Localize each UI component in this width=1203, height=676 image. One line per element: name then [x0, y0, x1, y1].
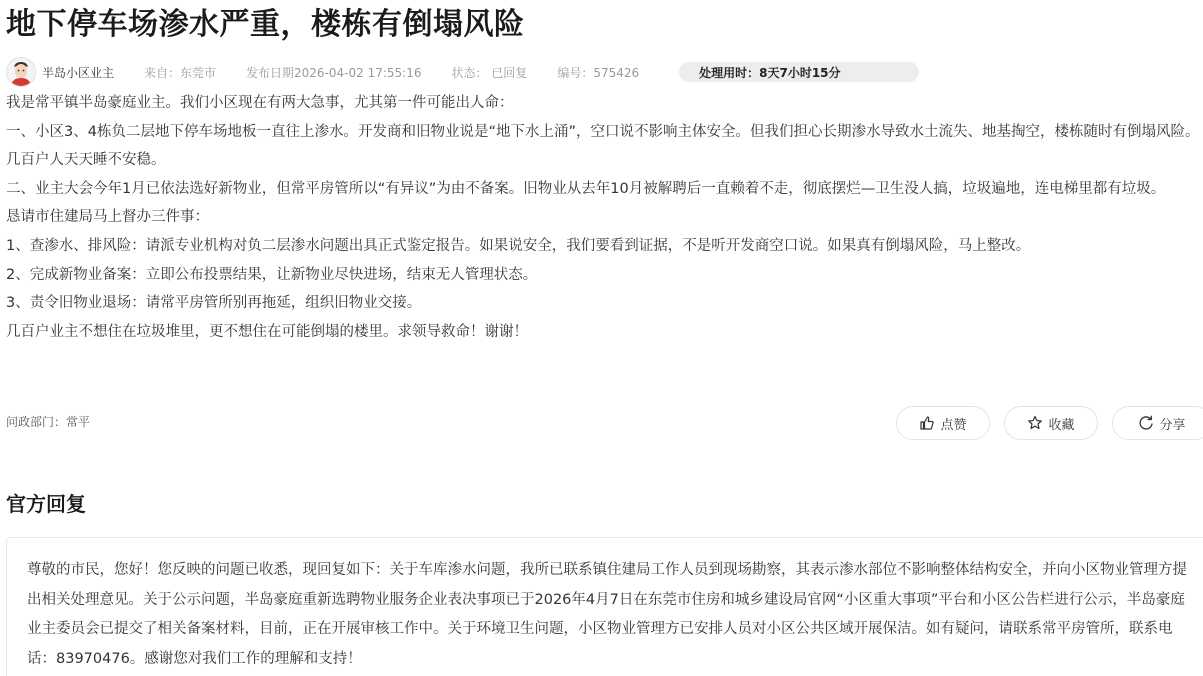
official-reply-text: 尊敬的市民，您好！您反映的问题已收悉，现回复如下：关于车库渗水问题，我所已联系镇住建局工作人员到现场勘察，其表示渗水部位不影响整体结构安全，并向小区物业管理方提出相关处理意见。关于公示问题，半岛豪庭重新选聘物业服务企业表决事项已于2026年4月7日在东莞市住房和城乡建设局官网“小区重大事项”平台和小区公告栏进行公示，半岛豪庭业主委员会已提交了相关备案材料，目前，正在开展审核工作中。关于环境卫生问题，小区物业管理方已安排人员对小区公共区域开展保洁。如有疑问，请联系常平房管所，联系电话：83970476。感谢您对我们工作的理解和支持！ — [27, 562, 1187, 667]
post-number: 编号：575426 — [557, 65, 640, 80]
share-label: 分享 — [1159, 417, 1186, 433]
avatar[interactable] — [6, 57, 36, 87]
content-paragraph: 一、小区3、4栋负二层地下停车场地板一直往上渗水。开发商和旧物业说是“地下水上涌”，空口说不影响主体安全。但我们担心长期渗水导致水土流失、地基掏空，楼栋随时有倒塌风险。几百户人天天睡不安稳。 — [6, 123, 1200, 169]
post-title: 地下停车场渗水严重，楼栋有倒塌风险 — [6, 7, 525, 42]
favorite-button[interactable] — [1004, 406, 1098, 440]
publish-date: 发布日期2026-04-02 17:55:16 — [246, 65, 422, 80]
official-reply-heading: 官方回复 — [6, 492, 86, 516]
user-avatar-icon — [7, 58, 35, 86]
favorite-label: 收藏 — [1048, 417, 1075, 433]
official-reply-box — [6, 537, 1203, 676]
share-button[interactable] — [1112, 406, 1203, 440]
author-name[interactable]: 半岛小区业主 — [42, 65, 115, 80]
share-icon — [1138, 415, 1154, 431]
source-city: 来自：东莞市 — [144, 65, 217, 80]
content-paragraph: 我是常平镇半岛豪庭业主。我们小区现在有两大急事，尤其第一件可能出人命： — [6, 95, 514, 111]
content-paragraph: 3、责令旧物业退场：请常平房管所别再拖延，组织旧物业交接。 — [6, 295, 422, 312]
processing-time-label: 处理用时：8天7小时15分 — [699, 65, 841, 80]
content-paragraph: 恳请市住建局马上督办三件事： — [6, 209, 209, 226]
content-paragraph: 1、查渗水、排风险：请派专业机构对负二层渗水问题出具正式鉴定报告。如果说安全，我们要看到证据，不是听开发商空口说。如果真有倒塌风险，马上整改。 — [6, 237, 1031, 254]
processing-time-bar — [679, 62, 919, 82]
content-paragraph: 2、完成新物业备案：立即公布投票结果，让新物业尽快进场，结束无人管理状态。 — [6, 266, 538, 283]
content-paragraph: 二、业主大会今年1月已依法选好新物业，但常平房管所以“有异议”为由不备案。旧物业从去年10月被解聘后一直赖着不走，彻底摆烂—卫生没人搞，垃圾遍地，连电梯里都有垃圾。 — [6, 180, 1166, 197]
department-label: 问政部门：常平 — [6, 415, 91, 429]
like-label: 点赞 — [940, 417, 967, 433]
thumbs-up-icon — [919, 415, 935, 431]
like-button[interactable] — [896, 406, 990, 440]
post-meta — [6, 57, 919, 87]
star-icon — [1027, 415, 1043, 431]
post-content — [6, 89, 1202, 346]
content-paragraph: 几百户业主不想住在垃圾堆里，更不想住在可能倒塌的楼里。求领导救命！谢谢！ — [6, 323, 528, 340]
status-badge: 状态： 已回复 — [451, 65, 528, 80]
